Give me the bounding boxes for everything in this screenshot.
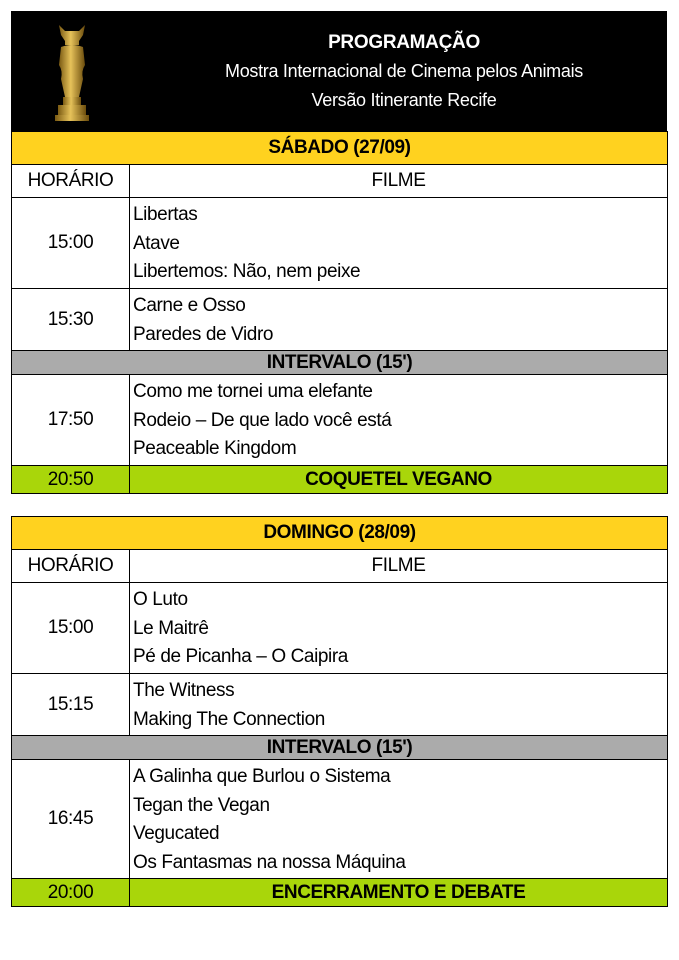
program-title: PROGRAMAÇÃO xyxy=(328,32,480,53)
film-title: The Witness xyxy=(133,680,235,701)
program-header xyxy=(11,11,667,132)
slot-films xyxy=(130,289,668,351)
closing-time: 20:50 xyxy=(12,466,130,494)
slot-films xyxy=(130,583,668,674)
film-title: Libertas xyxy=(133,204,198,225)
slot-films xyxy=(130,760,668,879)
slot-time: 16:45 xyxy=(12,760,130,879)
header-titles xyxy=(141,29,667,115)
film-title: Le Maitrê xyxy=(133,617,209,639)
film-title: Tegan the Vegan xyxy=(133,794,270,816)
film-title: Carne e Osso xyxy=(133,295,246,316)
column-header-film: FILME xyxy=(130,165,668,198)
film-title: Vegucated xyxy=(133,823,220,844)
slot-time: 17:50 xyxy=(12,375,130,466)
schedule-row xyxy=(12,198,668,289)
film-title: Making The Connection xyxy=(133,708,325,730)
slot-time: 15:00 xyxy=(12,198,130,289)
column-header-time: HORÁRIO xyxy=(12,550,130,583)
closing-time: 20:00 xyxy=(12,879,130,907)
film-title: Peaceable Kingdom xyxy=(133,438,297,459)
film-title: Como me tornei uma elefante xyxy=(133,381,373,402)
film-title: O Luto xyxy=(133,589,188,610)
film-title: Libertemos: Não, nem peixe xyxy=(133,261,361,282)
schedule-row xyxy=(12,674,668,736)
day-title: SÁBADO (27/09) xyxy=(12,132,668,165)
closing-event: COQUETEL VEGANO xyxy=(130,466,668,494)
slot-films xyxy=(130,674,668,736)
column-header-film: FILME xyxy=(130,550,668,583)
slot-time: 15:15 xyxy=(12,674,130,736)
program-subtitle: Mostra Internacional de Cinema pelos Animais xyxy=(225,61,583,81)
interval-label: INTERVALO (15') xyxy=(12,351,668,375)
closing-event: ENCERRAMENTO E DEBATE xyxy=(130,879,668,907)
slot-films xyxy=(130,375,668,466)
slot-time: 15:30 xyxy=(12,289,130,351)
slot-films xyxy=(130,198,668,289)
film-title: Rodeio – De que lado você está xyxy=(133,409,392,431)
trophy-icon xyxy=(49,19,95,123)
schedule-table-sunday xyxy=(11,516,668,907)
film-title: A Galinha que Burlou o Sistema xyxy=(133,766,391,787)
interval-label: INTERVALO (15') xyxy=(12,736,668,760)
schedule-row xyxy=(12,289,668,351)
program-edition: Versão Itinerante Recife xyxy=(311,90,497,110)
column-header-time: HORÁRIO xyxy=(12,165,130,198)
film-title: Pé de Picanha – O Caipira xyxy=(133,646,348,667)
schedule-row xyxy=(12,583,668,674)
day-title: DOMINGO (28/09) xyxy=(12,517,668,550)
schedule-table-saturday xyxy=(11,131,668,494)
film-title: Atave xyxy=(133,232,180,254)
schedule-row xyxy=(12,375,668,466)
film-title: Paredes de Vidro xyxy=(133,323,274,345)
slot-time: 15:00 xyxy=(12,583,130,674)
film-title: Os Fantasmas na nossa Máquina xyxy=(133,851,406,873)
schedule-row xyxy=(12,760,668,879)
